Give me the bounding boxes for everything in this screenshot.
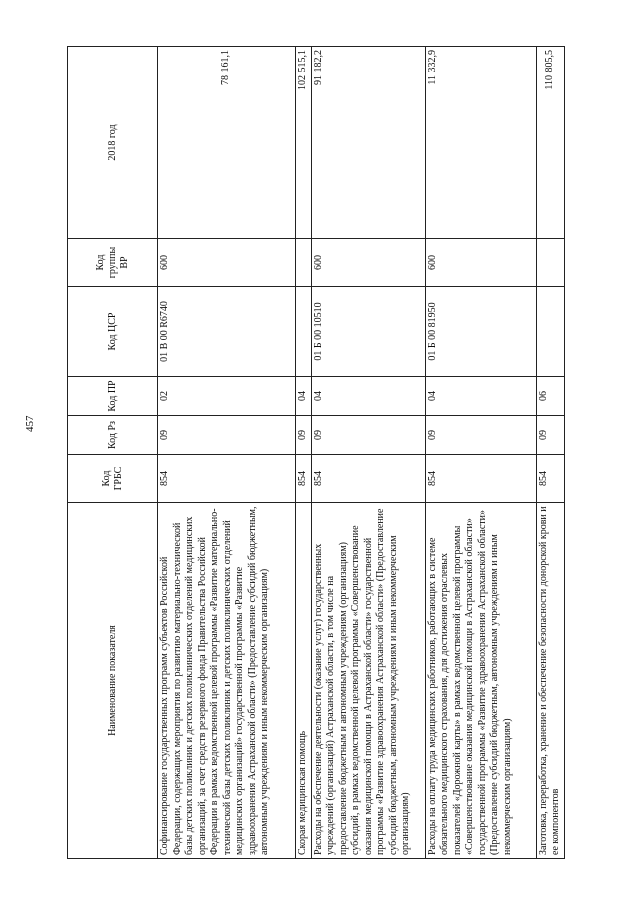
cell-csr: 01 Б 00 10510 [311,287,425,377]
rotated-table-area [67,47,561,859]
header-row [68,47,158,859]
cell-name: Расходы на оплату труда медицинских работников, работающих в системе обязательного медицинского страхования, для достижения отраслевых показателей «Дорожной карты» в рамках ведомственной целевой программы «Совершенствование оказания медицинской помощи в Астраханской области» государственной программы «Развитие здравоохранения Астраханской области» (Предоставление субсидий бюджетным, автономным учреждениям и иным некоммерческим организациям) [425,503,536,859]
cell-amount: 91 182,2 [311,47,425,239]
header-name: Наименование показателя [68,503,158,859]
cell-grbs: 854 [311,455,425,503]
cell-vr: 600 [425,239,536,287]
cell-csr [296,287,312,377]
header-pr: Код ПР [68,377,158,416]
cell-amount: 110 805,5 [536,47,564,239]
cell-vr [296,239,312,287]
cell-pr: 04 [311,377,425,416]
cell-amount: 78 161,1 [158,47,296,239]
cell-grbs: 854 [536,455,564,503]
cell-grbs: 854 [296,455,312,503]
cell-pr: 04 [296,377,312,416]
cell-csr: 01 В 00 R6740 [158,287,296,377]
cell-vr: 600 [311,239,425,287]
cell-rz: 09 [425,416,536,455]
cell-rz: 09 [158,416,296,455]
cell-rz: 09 [536,416,564,455]
table-row [536,47,564,859]
cell-amount: 102 515,1 [296,47,312,239]
header-csr: Код ЦСР [68,287,158,377]
cell-name: Заготовка, переработка, хранение и обеспечение безопасности донорской крови и ее компонентов [536,503,564,859]
table-row [311,47,425,859]
header-rz: Код Рз [68,416,158,455]
header-year: 2018 год [68,47,158,239]
cell-pr: 02 [158,377,296,416]
cell-grbs: 854 [425,455,536,503]
table-row [158,47,296,859]
cell-name: Скорая медицинская помощь [296,503,312,859]
cell-rz: 09 [311,416,425,455]
cell-vr [536,239,564,287]
page-number: 457 [24,415,36,432]
cell-name: Расходы на обеспечение деятельности (оказание услуг) государственных учреждений (организаций) Астраханской области, в том числе на предоставление бюджетным и автономным учреждениям (организациям) субсидий, в рамках ведомственной целевой программы «Совершенствование оказания медицинской помощи в Астраханской области» государственной программы «Развитие здравоохранения Астраханской области» (Предоставление субсидий бюджетным, автономным учреждениям и иным некоммерческим организациям) [311,503,425,859]
cell-pr: 06 [536,377,564,416]
header-vr: Код группы ВР [68,239,158,287]
cell-name: Софинансирование государственных программ субъектов Российской Федерации, содержащих мероприятия по развитию материально-технической базы детских поликлиник и детских поликлинических отделений медицинских организаций, за счет средств резервного фонда Правительства Российской Федерации в рамках ведомственной целевой программы «Развитие материально-технической базы детских поликлиник и детских поликлинических отделений медицинских организаций» государственной программы «Развитие здравоохранения Астраханской области» (Предоставление субсидий бюджетным, автономным учреждениям и иным некоммерческим организациям) [158,503,296,859]
budget-table [67,46,565,859]
table-row [425,47,536,859]
cell-rz: 09 [296,416,312,455]
table-row [296,47,312,859]
cell-csr: 01 Б 00 81950 [425,287,536,377]
cell-amount: 11 332,9 [425,47,536,239]
cell-pr: 04 [425,377,536,416]
cell-grbs: 854 [158,455,296,503]
cell-csr [536,287,564,377]
header-grbs: Код ГРБС [68,455,158,503]
cell-vr: 600 [158,239,296,287]
